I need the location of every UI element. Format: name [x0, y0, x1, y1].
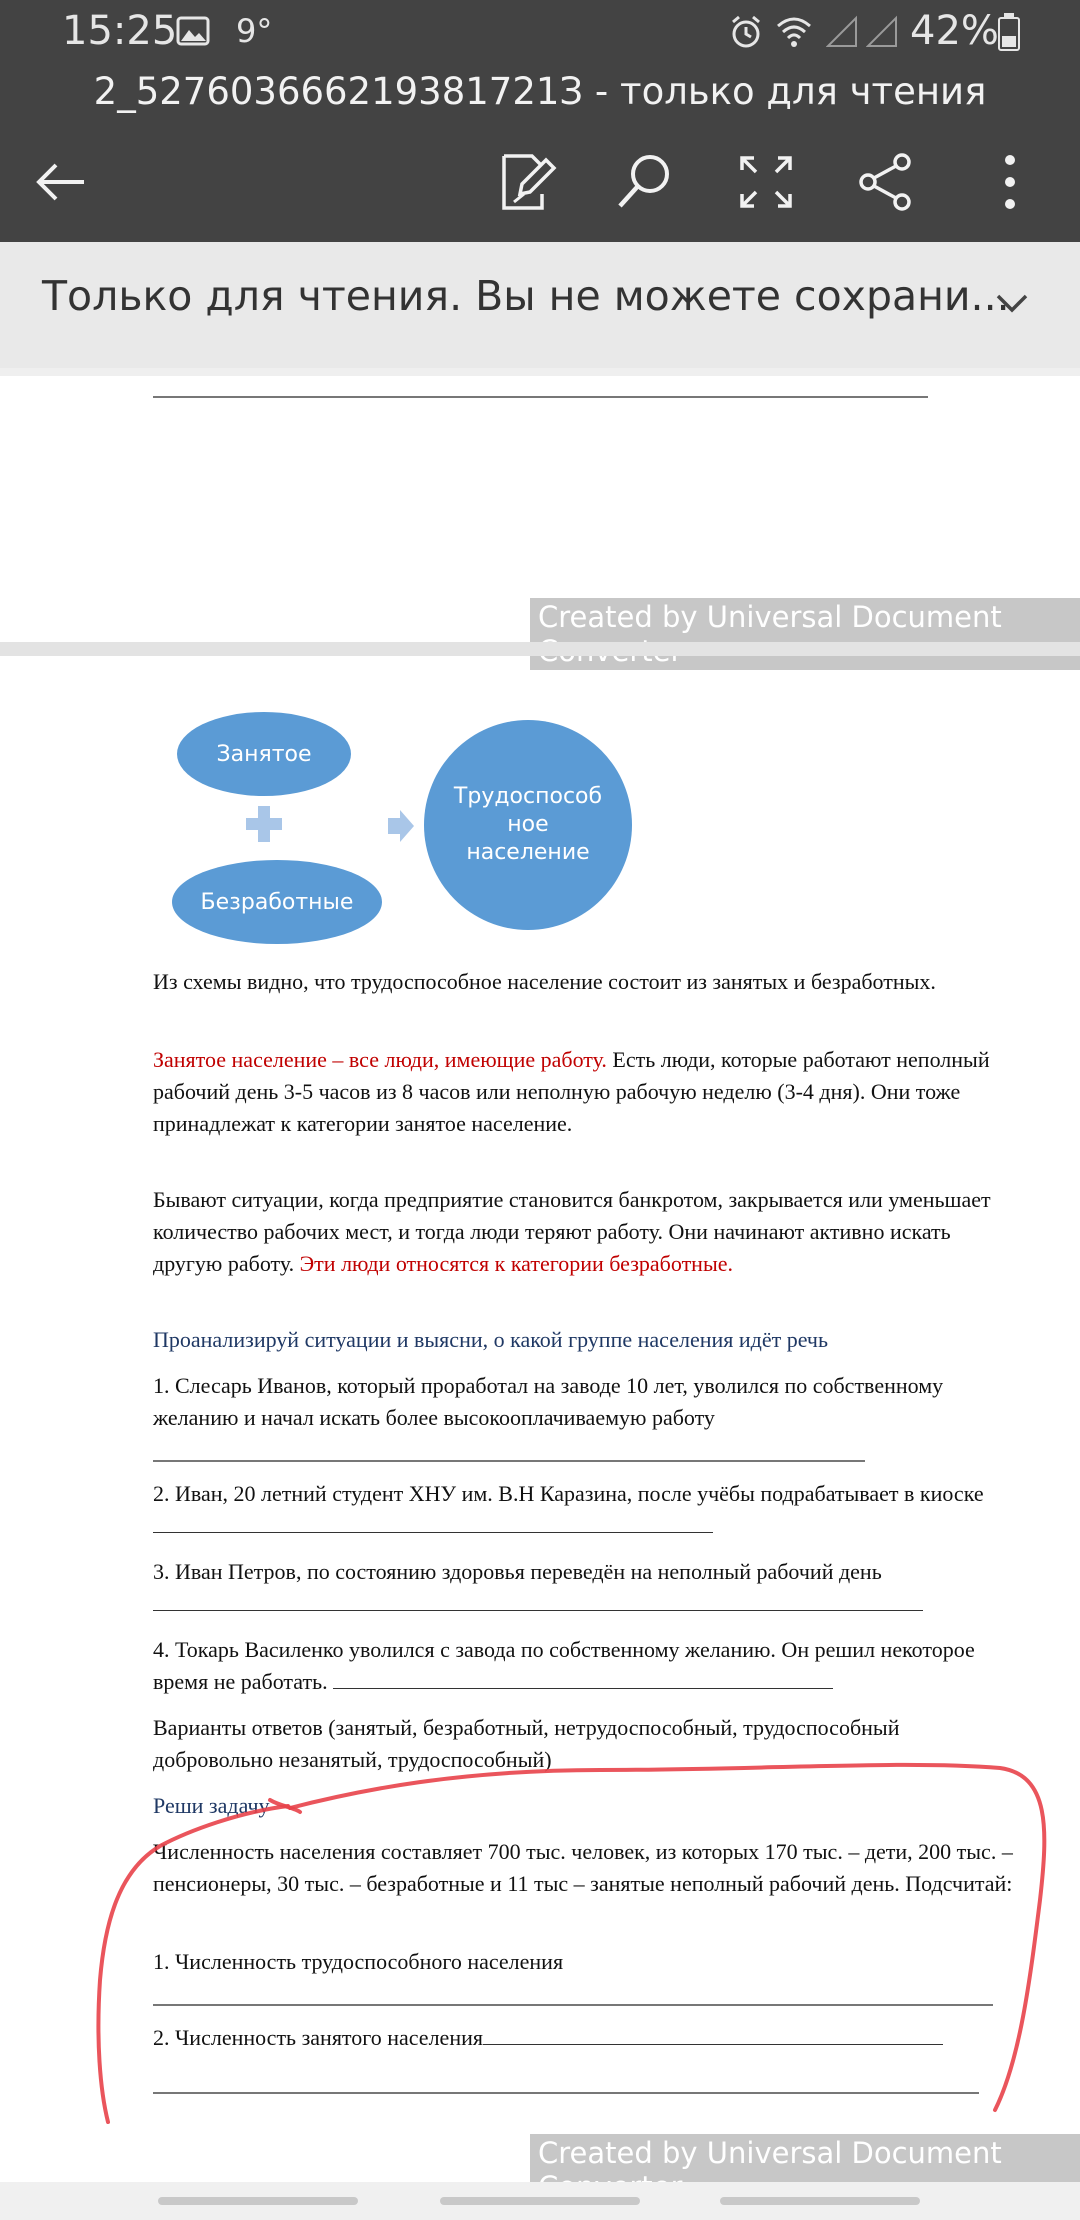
- task-heading: Проанализируй ситуации и выясни, о какой группе населения идёт речь: [153, 1327, 829, 1352]
- question-2-text: 2. Численность занятого населения: [153, 2025, 483, 2050]
- paragraph-text: Бывают ситуации, когда предприятие становится банкротом, закрывается или уменьшает количество рабочих мест, и тогда люди теряют работу. Они начинают активно искать другую работу.: [153, 1187, 991, 1276]
- definition-unemployed: Эти люди относятся к категории безработные.: [299, 1251, 733, 1276]
- problem-text: Численность населения составляет 700 тыс. человек, из которых 170 тыс. – дети, 200 тыс. – пенсионеры, 30 тыс. – безработные и 11 тыс – занятые неполный рабочий день. Подсчитай:: [153, 1839, 1013, 1896]
- paragraph: Из схемы видно, что трудоспособное население состоит из занятых и безработных.: [153, 969, 936, 994]
- document-title: 2_527603666219381721З - только для чтения: [93, 70, 987, 113]
- battery-percent: 42%: [910, 8, 999, 54]
- definition-employed: Занятое население – все люди, имеющие работу.: [153, 1047, 607, 1072]
- solve-heading: Реши задачу: [153, 1793, 270, 1818]
- watermark: Created by Universal Document: [530, 598, 1080, 670]
- page-indicator[interactable]: [440, 2197, 640, 2205]
- page-indicator[interactable]: [720, 2197, 920, 2205]
- status-time: 15:25: [62, 8, 178, 54]
- diagram-unemployed: Безработные: [172, 860, 382, 944]
- watermark: Created by Universal Document: [530, 2134, 1080, 2206]
- page-indicator[interactable]: [158, 2197, 358, 2205]
- read-only-banner-text: Только для чтения. Вы не можете сохрани...: [42, 272, 1010, 320]
- diagram-employed: Занятое: [177, 712, 351, 796]
- task-item-3-text: 3. Иван Петров, по состоянию здоровья переведён на неполный рабочий день: [153, 1559, 882, 1584]
- task-item-4-text: 4. Токарь Василенко уволился с завода по собственному желанию. Он решил некоторое время не работать.: [153, 1637, 975, 1694]
- paragraph-text: Есть люди, которые работают неполный рабочий день 3-5 часов из 8 часов или неполную рабочую неделю (3-4 дня). Они тоже принадлежат к категории занятое население.: [153, 1047, 990, 1136]
- temperature: 9°: [236, 12, 273, 50]
- task-item-2-text: 2. Иван, 20 летний студент ХНУ им. В.Н Каразина, после учёбы подрабатывает в киоске: [153, 1481, 984, 1506]
- question-1: 1. Численность трудоспособного населения: [153, 1949, 564, 1974]
- task-item-1: 1. Слесарь Иванов, который проработал на заводе 10 лет, уволился по собственному желанию и начал искать более высокооплачиваемую работу: [153, 1373, 944, 1430]
- diagram-able-bodied: Трудоспособ ное население: [424, 720, 632, 930]
- answer-variants: Варианты ответов (занятый, безработный, нетрудоспособный, трудоспособный добровольно незанятый, трудоспособный): [153, 1715, 900, 1772]
